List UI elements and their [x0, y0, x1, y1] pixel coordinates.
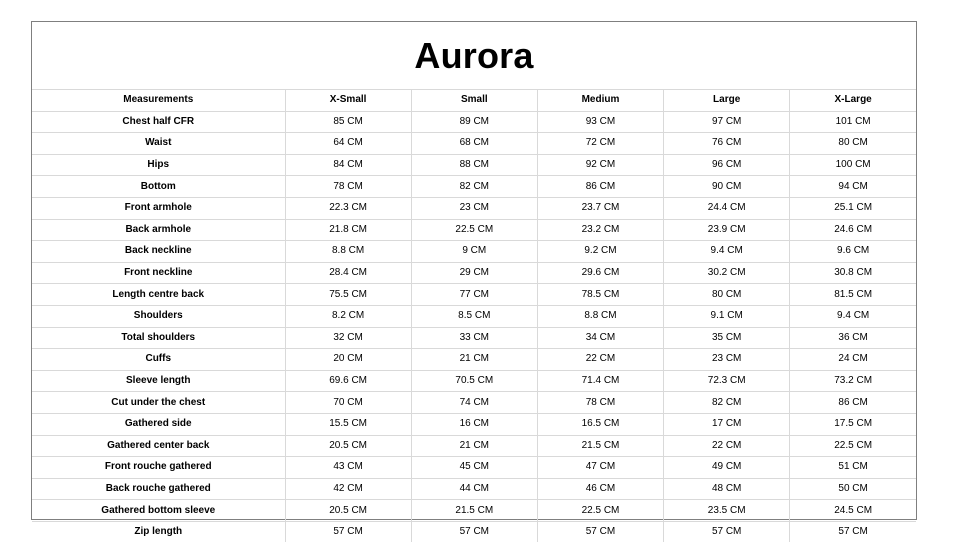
- measurement-label: Waist: [32, 133, 285, 155]
- measurement-value: 35 CM: [664, 327, 790, 349]
- table-row: [32, 457, 916, 479]
- measurement-value: 92 CM: [537, 154, 663, 176]
- measurement-label: Chest half CFR: [32, 111, 285, 133]
- measurement-value: 42 CM: [285, 478, 411, 500]
- measurement-value: 78.5 CM: [537, 284, 663, 306]
- page-title: Aurora: [414, 34, 534, 76]
- measurement-value: 21.5 CM: [537, 435, 663, 457]
- measurement-value: 24.6 CM: [790, 219, 916, 241]
- measurement-value: 23.9 CM: [664, 219, 790, 241]
- measurement-value: 48 CM: [664, 478, 790, 500]
- measurement-value: 69.6 CM: [285, 370, 411, 392]
- measurement-value: 24 CM: [790, 349, 916, 371]
- measurement-value: 34 CM: [537, 327, 663, 349]
- measurement-value: 77 CM: [411, 284, 537, 306]
- measurement-label: Gathered bottom sleeve: [32, 500, 285, 522]
- table-row: [32, 284, 916, 306]
- table-row: [32, 262, 916, 284]
- measurement-value: 46 CM: [537, 478, 663, 500]
- column-header-size: Large: [664, 90, 790, 112]
- column-header-size: Small: [411, 90, 537, 112]
- measurement-label: Shoulders: [32, 305, 285, 327]
- measurement-value: 57 CM: [411, 521, 537, 542]
- measurement-value: 30.2 CM: [664, 262, 790, 284]
- measurement-value: 9 CM: [411, 241, 537, 263]
- measurement-value: 89 CM: [411, 111, 537, 133]
- table-row: [32, 111, 916, 133]
- measurement-value: 50 CM: [790, 478, 916, 500]
- measurement-value: 81.5 CM: [790, 284, 916, 306]
- measurement-value: 23.7 CM: [537, 197, 663, 219]
- measurement-value: 24.5 CM: [790, 500, 916, 522]
- measurement-value: 82 CM: [664, 392, 790, 414]
- measurement-value: 9.4 CM: [664, 241, 790, 263]
- measurement-value: 8.8 CM: [285, 241, 411, 263]
- measurement-label: Front armhole: [32, 197, 285, 219]
- measurement-value: 49 CM: [664, 457, 790, 479]
- measurement-value: 22 CM: [664, 435, 790, 457]
- measurement-value: 70 CM: [285, 392, 411, 414]
- measurement-value: 94 CM: [790, 176, 916, 198]
- measurement-value: 24.4 CM: [664, 197, 790, 219]
- table-row: [32, 392, 916, 414]
- measurement-value: 9.6 CM: [790, 241, 916, 263]
- table-row: [32, 219, 916, 241]
- measurement-value: 29.6 CM: [537, 262, 663, 284]
- table-row: [32, 478, 916, 500]
- measurement-label: Total shoulders: [32, 327, 285, 349]
- measurement-value: 70.5 CM: [411, 370, 537, 392]
- measurement-value: 21 CM: [411, 349, 537, 371]
- measurement-value: 78 CM: [537, 392, 663, 414]
- measurement-label: Cuffs: [32, 349, 285, 371]
- measurement-value: 21.8 CM: [285, 219, 411, 241]
- measurement-value: 93 CM: [537, 111, 663, 133]
- measurement-value: 44 CM: [411, 478, 537, 500]
- measurement-value: 17.5 CM: [790, 413, 916, 435]
- measurement-value: 20 CM: [285, 349, 411, 371]
- measurement-value: 74 CM: [411, 392, 537, 414]
- measurement-value: 22.5 CM: [790, 435, 916, 457]
- measurement-value: 28.4 CM: [285, 262, 411, 284]
- measurement-value: 20.5 CM: [285, 435, 411, 457]
- measurement-value: 43 CM: [285, 457, 411, 479]
- measurement-value: 9.4 CM: [790, 305, 916, 327]
- measurement-value: 30.8 CM: [790, 262, 916, 284]
- measurement-label: Front neckline: [32, 262, 285, 284]
- measurement-value: 16 CM: [411, 413, 537, 435]
- measurement-value: 96 CM: [664, 154, 790, 176]
- measurement-value: 80 CM: [790, 133, 916, 155]
- measurement-label: Length centre back: [32, 284, 285, 306]
- measurement-value: 15.5 CM: [285, 413, 411, 435]
- measurement-value: 23 CM: [664, 349, 790, 371]
- table-row: [32, 521, 916, 542]
- measurement-value: 71.4 CM: [537, 370, 663, 392]
- measurement-label: Back rouche gathered: [32, 478, 285, 500]
- measurement-value: 72 CM: [537, 133, 663, 155]
- column-header-size: X-Large: [790, 90, 916, 112]
- measurement-value: 36 CM: [790, 327, 916, 349]
- measurement-value: 57 CM: [790, 521, 916, 542]
- table-row: [32, 241, 916, 263]
- measurement-label: Bottom: [32, 176, 285, 198]
- measurement-label: Gathered center back: [32, 435, 285, 457]
- measurement-value: 23 CM: [411, 197, 537, 219]
- measurement-label: Front rouche gathered: [32, 457, 285, 479]
- measurement-value: 8.2 CM: [285, 305, 411, 327]
- measurement-value: 100 CM: [790, 154, 916, 176]
- measurement-value: 86 CM: [537, 176, 663, 198]
- measurement-value: 80 CM: [664, 284, 790, 306]
- measurement-value: 85 CM: [285, 111, 411, 133]
- measurement-value: 23.2 CM: [537, 219, 663, 241]
- measurement-value: 29 CM: [411, 262, 537, 284]
- measurement-value: 88 CM: [411, 154, 537, 176]
- measurement-value: 64 CM: [285, 133, 411, 155]
- measurement-value: 72.3 CM: [664, 370, 790, 392]
- measurement-value: 22.3 CM: [285, 197, 411, 219]
- measurement-value: 22.5 CM: [411, 219, 537, 241]
- measurement-value: 21 CM: [411, 435, 537, 457]
- measurement-value: 23.5 CM: [664, 500, 790, 522]
- measurement-value: 73.2 CM: [790, 370, 916, 392]
- measurement-value: 68 CM: [411, 133, 537, 155]
- measurement-value: 21.5 CM: [411, 500, 537, 522]
- column-header-size: Medium: [537, 90, 663, 112]
- table-row: [32, 413, 916, 435]
- table-row: [32, 133, 916, 155]
- measurement-value: 101 CM: [790, 111, 916, 133]
- measurement-label: Cut under the chest: [32, 392, 285, 414]
- measurement-value: 51 CM: [790, 457, 916, 479]
- table-row: [32, 435, 916, 457]
- measurement-label: Back armhole: [32, 219, 285, 241]
- measurement-label: Hips: [32, 154, 285, 176]
- column-header-measurements: Measurements: [32, 90, 285, 112]
- measurement-value: 57 CM: [537, 521, 663, 542]
- measurement-value: 57 CM: [664, 521, 790, 542]
- measurement-value: 20.5 CM: [285, 500, 411, 522]
- measurement-value: 9.1 CM: [664, 305, 790, 327]
- measurement-label: Gathered side: [32, 413, 285, 435]
- measurement-label: Sleeve length: [32, 370, 285, 392]
- measurement-value: 84 CM: [285, 154, 411, 176]
- measurement-value: 45 CM: [411, 457, 537, 479]
- measurement-value: 8.5 CM: [411, 305, 537, 327]
- table-row: [32, 500, 916, 522]
- measurement-value: 75.5 CM: [285, 284, 411, 306]
- column-header-size: X-Small: [285, 90, 411, 112]
- measurement-value: 9.2 CM: [537, 241, 663, 263]
- measurement-value: 82 CM: [411, 176, 537, 198]
- measurement-value: 90 CM: [664, 176, 790, 198]
- size-chart-sheet: [31, 21, 917, 538]
- measurement-value: 86 CM: [790, 392, 916, 414]
- table-row: [32, 327, 916, 349]
- measurement-value: 17 CM: [664, 413, 790, 435]
- measurement-value: 76 CM: [664, 133, 790, 155]
- table-row: [32, 305, 916, 327]
- measurement-value: 22.5 CM: [537, 500, 663, 522]
- table-body: [32, 111, 916, 542]
- measurement-value: 47 CM: [537, 457, 663, 479]
- measurement-value: 78 CM: [285, 176, 411, 198]
- measurement-value: 32 CM: [285, 327, 411, 349]
- measurement-value: 57 CM: [285, 521, 411, 542]
- measurement-label: Back neckline: [32, 241, 285, 263]
- measurement-value: 97 CM: [664, 111, 790, 133]
- measurement-value: 8.8 CM: [537, 305, 663, 327]
- measurement-value: 33 CM: [411, 327, 537, 349]
- table-header-row: [32, 90, 916, 112]
- table-row: [32, 349, 916, 371]
- table-row: [32, 370, 916, 392]
- measurement-value: 16.5 CM: [537, 413, 663, 435]
- table-row: [32, 197, 916, 219]
- size-chart-table: [32, 89, 916, 542]
- measurement-value: 22 CM: [537, 349, 663, 371]
- measurement-value: 25.1 CM: [790, 197, 916, 219]
- table-row: [32, 154, 916, 176]
- measurement-label: Zip length: [32, 521, 285, 542]
- table-row: [32, 176, 916, 198]
